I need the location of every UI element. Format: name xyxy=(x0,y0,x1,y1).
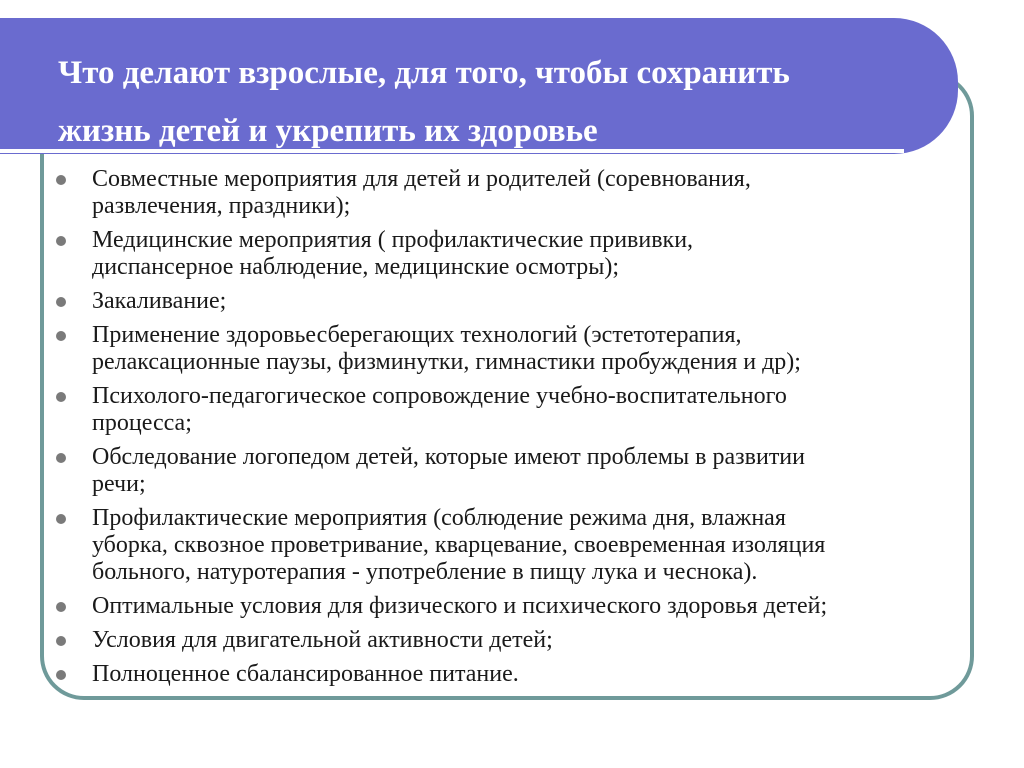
bullet-text xyxy=(92,166,968,220)
bullet-dot-icon xyxy=(56,453,66,463)
bullet-line: процесса; xyxy=(92,410,192,436)
bullet-line: развлечения, праздники); xyxy=(92,193,351,219)
bullet-item xyxy=(56,627,968,654)
bullet-item xyxy=(56,661,968,688)
bullet-dot-icon xyxy=(56,175,66,185)
bullet-dot-icon xyxy=(56,297,66,307)
bullet-item xyxy=(56,227,968,281)
title-underline xyxy=(0,149,904,153)
bullet-line: релаксационные паузы, физминутки, гимнастики пробуждения и др); xyxy=(92,349,801,375)
bullet-dot-icon xyxy=(56,236,66,246)
bullet-line: Обследование логопедом детей, которые имеют проблемы в развитии xyxy=(92,444,805,470)
bullet-dot-icon xyxy=(56,636,66,646)
bullet-item xyxy=(56,322,968,376)
bullet-text xyxy=(92,627,968,654)
bullet-line: Психолого-педагогическое сопровождение учебно-воспитательного xyxy=(92,383,787,409)
bullet-item xyxy=(56,166,968,220)
bullet-line: Медицинские мероприятия ( профилактические прививки, xyxy=(92,227,694,253)
bullet-item xyxy=(56,444,968,498)
bullet-dot-icon xyxy=(56,670,66,680)
bullet-line: Закаливание; xyxy=(92,288,227,314)
bullet-line: больного, натуротерапия - употребление в пищу лука и чеснока). xyxy=(92,559,758,585)
bullet-line: уборка, сквозное проветривание, кварцевание, своевременная изоляция xyxy=(92,532,826,558)
bullet-item xyxy=(56,383,968,437)
bullet-line: Совместные мероприятия для детей и родителей (соревнования, xyxy=(92,166,751,192)
bullet-dot-icon xyxy=(56,602,66,612)
title-bar xyxy=(0,18,958,154)
slide-title xyxy=(58,44,948,160)
bullet-line: Оптимальные условия для физического и психического здоровья детей; xyxy=(92,593,828,619)
bullet-dot-icon xyxy=(56,331,66,341)
bullet-line: Полноценное сбалансированное питание. xyxy=(92,661,519,687)
bullet-text xyxy=(92,322,968,376)
bullet-line: Условия для двигательной активности детей; xyxy=(92,627,553,653)
bullet-line: Профилактические мероприятия (соблюдение режима дня, влажная xyxy=(92,505,786,531)
bullet-item xyxy=(56,288,968,315)
bullet-item xyxy=(56,505,968,586)
bullet-item xyxy=(56,593,968,620)
bullet-text xyxy=(92,383,968,437)
bullet-text xyxy=(92,288,968,315)
slide-title-line-1: Что делают взрослые, для того, чтобы сохранить xyxy=(58,55,790,91)
bullet-line: речи; xyxy=(92,471,146,497)
bullet-list xyxy=(56,166,968,695)
bullet-line: диспансерное наблюдение, медицинские осмотры); xyxy=(92,254,620,280)
slide-title-line-2: жизнь детей и укрепить их здоровье xyxy=(58,113,598,149)
bullet-dot-icon xyxy=(56,514,66,524)
bullet-text xyxy=(92,505,968,586)
bullet-dot-icon xyxy=(56,392,66,402)
bullet-text xyxy=(92,444,968,498)
bullet-line: Применение здоровьесберегающих технологий (эстетотерапия, xyxy=(92,322,742,348)
bullet-text xyxy=(92,593,968,620)
bullet-text xyxy=(92,661,968,688)
bullet-text xyxy=(92,227,968,281)
